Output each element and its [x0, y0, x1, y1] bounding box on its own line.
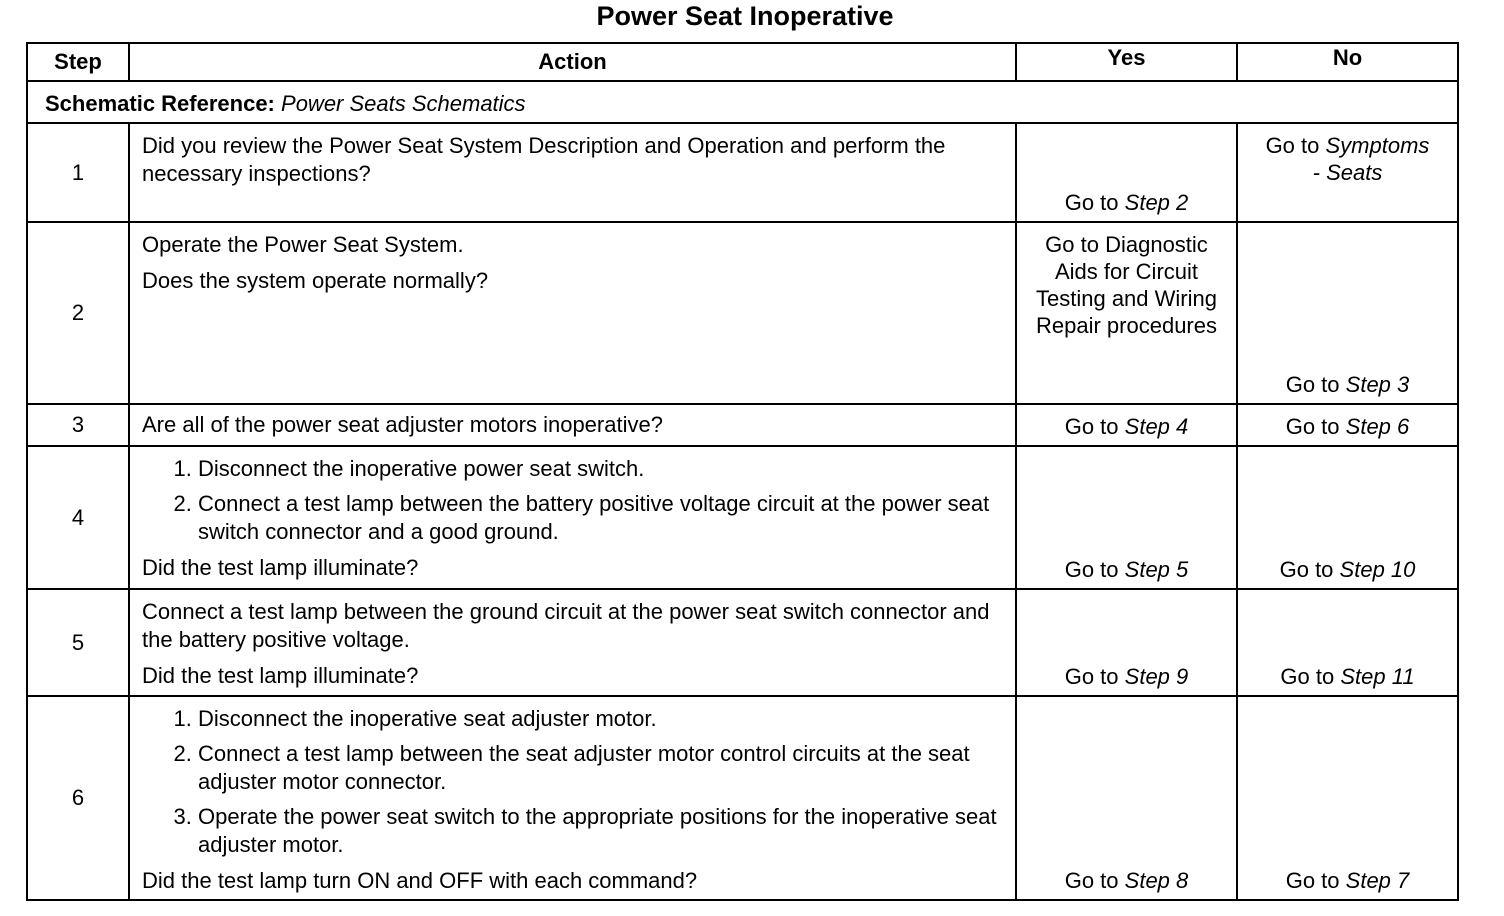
go-to-text: Go to [1285, 372, 1340, 397]
action-cell [129, 589, 1016, 696]
action-question: Does the system operate normally? [142, 268, 489, 293]
list-item: 1. Disconnect the inoperative power seat switch. [198, 455, 1005, 483]
no-cell [1237, 696, 1458, 900]
step-link[interactable]: Step 10 [1339, 557, 1416, 582]
step-number: 2 [27, 222, 129, 404]
step-link[interactable]: Step 6 [1345, 414, 1410, 439]
yes-cell [1016, 404, 1237, 446]
step-number: 3 [27, 404, 129, 446]
action-cell [129, 123, 1016, 222]
action-text: Operate the Power Seat System. [142, 232, 464, 257]
seats-link[interactable]: - Seats [1312, 160, 1383, 185]
step-number: 5 [27, 589, 129, 696]
header-step: Step [27, 43, 129, 81]
action-text: Are all of the power seat adjuster motors inoperative? [142, 412, 663, 437]
step-number: 6 [27, 696, 129, 900]
no-result[interactable] [1238, 413, 1457, 441]
list-item: 3. Operate the power seat switch to the appropriate positions for the inoperative seat adjuster motor. [198, 803, 1005, 859]
no-result[interactable] [1238, 556, 1457, 584]
step-link[interactable]: Step 7 [1345, 868, 1410, 893]
go-to-text: Go to [1064, 557, 1119, 582]
step-number: 4 [27, 446, 129, 589]
no-result[interactable] [1238, 663, 1457, 691]
no-result[interactable] [1238, 867, 1457, 895]
list-item: 1. Disconnect the inoperative seat adjuster motor. [198, 705, 1005, 733]
table-row-step-6 [27, 696, 1458, 900]
step-number: 1 [27, 123, 129, 222]
no-cell [1237, 222, 1458, 404]
action-text: Connect a test lamp between the ground circuit at the power seat switch connector and the battery positive voltage. [142, 599, 990, 652]
step-link[interactable]: Step 9 [1124, 664, 1189, 689]
no-cell [1237, 123, 1458, 222]
go-to-text: Go to [1280, 664, 1335, 689]
table-row-step-1 [27, 123, 1458, 222]
yes-cell [1016, 696, 1237, 900]
action-question: Did the test lamp illuminate? [142, 663, 419, 688]
symptoms-link[interactable]: Symptoms [1325, 133, 1430, 158]
go-to-text: Go to [1265, 133, 1320, 158]
yes-cell [1016, 123, 1237, 222]
yes-result[interactable] [1017, 867, 1236, 895]
list-item: 2. Connect a test lamp between the battery positive voltage circuit at the power seat switch connector and a good ground. [198, 490, 1005, 546]
yes-result[interactable] [1017, 413, 1236, 441]
no-cell [1237, 404, 1458, 446]
yes-cell [1016, 446, 1237, 589]
schematic-row [27, 81, 1458, 123]
go-to-text: Go to [1064, 868, 1119, 893]
go-to-text: Go to [1064, 190, 1119, 215]
no-result[interactable] [1238, 371, 1457, 399]
list-item: 2. Connect a test lamp between the seat adjuster motor control circuits at the seat adjuster motor connector. [198, 740, 1005, 796]
schematic-link[interactable]: Power Seats Schematics [281, 91, 526, 116]
schematic-label: Schematic Reference: [45, 91, 275, 116]
action-cell [129, 446, 1016, 589]
table-row-step-5 [27, 589, 1458, 696]
go-to-text: Go to [1279, 557, 1334, 582]
table-row-step-2 [27, 222, 1458, 404]
action-list [142, 705, 1005, 859]
step-link[interactable]: Step 3 [1345, 372, 1410, 397]
yes-result[interactable] [1017, 556, 1236, 584]
yes-result[interactable]: Go to Diagnostic Aids for Circuit Testing and Wiring Repair procedures [1036, 232, 1217, 338]
step-link[interactable]: Step 8 [1124, 868, 1189, 893]
no-cell [1237, 589, 1458, 696]
action-cell [129, 404, 1016, 446]
header-no: No [1237, 43, 1458, 81]
go-to-text: Go to [1285, 868, 1340, 893]
yes-result[interactable] [1017, 189, 1236, 217]
step-link[interactable]: Step 2 [1124, 190, 1189, 215]
header-yes: Yes [1016, 43, 1237, 81]
action-cell [129, 222, 1016, 404]
go-to-text: Go to [1064, 414, 1119, 439]
diagnostic-table [26, 42, 1459, 901]
no-result[interactable] [1238, 124, 1457, 186]
schematic-reference [27, 81, 1458, 123]
action-cell [129, 696, 1016, 900]
table-row-step-3 [27, 404, 1458, 446]
action-list [142, 455, 1005, 546]
yes-cell [1016, 222, 1237, 404]
go-to-text: Go to [1064, 664, 1119, 689]
no-cell [1237, 446, 1458, 589]
header-action: Action [129, 43, 1016, 81]
yes-cell [1016, 589, 1237, 696]
action-text: Did you review the Power Seat System Description and Operation and perform the necessary inspections? [142, 133, 946, 186]
header-row [27, 43, 1458, 81]
step-link[interactable]: Step 4 [1124, 414, 1189, 439]
action-question: Did the test lamp turn ON and OFF with each command? [142, 868, 698, 893]
action-question: Did the test lamp illuminate? [142, 555, 419, 580]
table-row-step-4 [27, 446, 1458, 589]
step-link[interactable]: Step 11 [1340, 664, 1415, 689]
step-link[interactable]: Step 5 [1124, 557, 1189, 582]
go-to-text: Go to [1285, 414, 1340, 439]
page-title: Power Seat Inoperative [596, 1, 894, 31]
yes-result[interactable] [1017, 663, 1236, 691]
